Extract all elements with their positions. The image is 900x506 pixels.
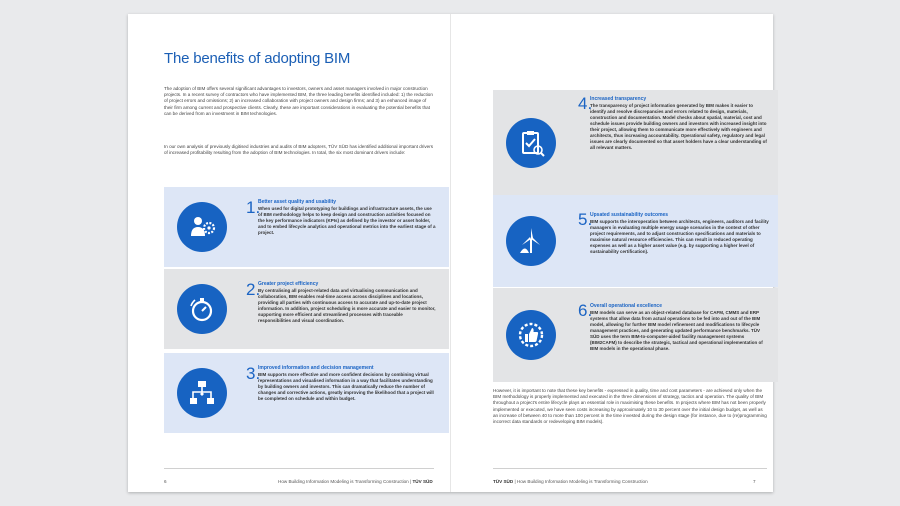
benefit-number: 3.	[246, 364, 261, 383]
benefit-card-4	[493, 90, 778, 198]
benefit-title: Better asset quality and usability	[258, 199, 337, 205]
analysis-paragraph: In our own analysis of previously digitised industries and audits of BIM adopters, TÜV SÜD has identified additional important drivers of increased profitability resulting from the adoption of BIM technologies. In total, the six most dominant drivers include:	[164, 144, 434, 156]
intro-paragraph: The adoption of BIM offers several significant advantages to investors, owners and asset managers involved in major construction projects. In a recent survey of contractors who have implemented BIM, the three leading benefits identified included: 1) the reduction of project errors and omissions; 2) an increased collaboration with project owners and design firms; and 3) an enhanced image of their firm among current and prospective clients. Clearly, these are important considerations in evaluating the potential benefits that can be derived from an investment in BIM technologies.	[164, 86, 433, 116]
benefit-body: The transparency of project information generated by BIM makes it easier to identify and resolve discrepancies and errors related to design, materials, construction and documentation. Model checks about spatial, material, cost and schedule issues provide building owners and investors with increased insight into their project, allowing them to communicate more effectively with engineers and architects, thus increasing accountability. Operational safety, regulatory and legal issues are clearly documented so that asset holders have a clear understanding of all relevant matters.	[590, 103, 767, 150]
closing-paragraph: However, it is important to note that these key benefits - expressed in quality, time and cost parameters - are achieved only when the BIM methodology is properly implemented and executed in the three dimensions of strategy, tactics and operation. The quality of BIM throughout a project's entire lifecycle plays an essential role in maximising these benefits. In projects where BIM has not been properly implemented or executed, we have seen costs increasing by approximately 10 to 30 percent over the initial design budget, as well as an increase of between 40 to more than 100 percent in the time invested during the design stage (for instance, due to (re)programming incorrect data standards or redeveloping BIM models).	[493, 388, 767, 425]
thumbs-up-gear-icon	[506, 310, 556, 360]
benefit-card-5	[493, 195, 778, 287]
flowchart-icon	[177, 368, 227, 418]
left-page	[128, 14, 450, 492]
benefit-title: Greater project efficiency	[258, 281, 319, 287]
footer-text: How Building Information Modeling is Transforming Construction	[278, 479, 409, 484]
benefit-card-6	[493, 288, 778, 382]
engineer-gear-icon	[177, 202, 227, 252]
benefit-card-1	[164, 187, 449, 267]
right-page	[451, 14, 773, 492]
footer: How Building Information Modeling is Transforming Construction | TÜV SÜD	[278, 479, 433, 484]
benefit-title: Increased transparency	[590, 96, 647, 102]
brochure-spread	[128, 14, 773, 492]
benefit-body: BIM models can serve as an object-related database for CAFM, CMMS and ERP systems that allow data from actual operations to be fed into and out of the BIM model, allowing for further BIM model refinement and modifications to lifecycle management practices, and generating updated performance benchmarks. TÜV SÜD uses the term BIM-to-computer-aided facility management systems (BIM2CAFM) to describe the strategic, tactical and operational implementation of BIM models in the operational phase.	[590, 310, 763, 351]
footer: TÜV SÜD | How Building Information Modeling is Transforming Construction	[493, 479, 648, 484]
footer-divider	[164, 468, 434, 469]
footer-brand: TÜV SÜD	[493, 479, 514, 484]
benefit-body: BIM supports the interoperation between architects, engineers, auditors and facility managers in evaluating multiple energy usage scenarios in the context of other project requirements, and to adjust construction specifications and materials to maximise natural resource efficiencies. This can result in reduced operating expenses as well as a higher asset value (e.g. by supporting a higher level of sustainability certification).	[590, 219, 769, 254]
benefit-title: Improved information and decision management	[258, 365, 374, 371]
benefit-body: When used for digital prototyping for buildings and infrastructure assets, the use of BIM methodology helps to keep design and construction activities focused on the key performance indicators (KPIs) as defined by the investor or asset holder, and to embed lifecycle analytics and operational metrics into the earliest stage of a project.	[258, 206, 436, 235]
benefit-card-3	[164, 353, 449, 433]
benefit-number: 1.	[246, 198, 261, 217]
benefit-body: By centralising all project-related data and virtualising communication and collaboration, BIM enables real-time access across disciplines and locations, providing all parties with continuous access to accurate and up-to-date project information. In addition, project scheduling is more accurate and easier to monitor, supporting more efficient and streamlined processes with traceable responsibilities and visual coordination.	[258, 288, 436, 323]
footer-brand: TÜV SÜD	[412, 479, 433, 484]
footer-text: How Building Information Modeling is Transforming Construction	[516, 479, 648, 484]
benefit-number: 5.	[578, 210, 593, 229]
stopwatch-icon	[177, 284, 227, 334]
benefit-body: BIM supports more effective and more confident decisions by combining virtual representations and visualised information in a way that facilitates understanding by building owners and investors. This can dramatically reduce the number of changes and corrective actions, greatly improving the likelihood that a project will be completed on schedule and within budget.	[258, 372, 434, 401]
page-title: The benefits of adopting BIM	[164, 50, 351, 67]
benefit-number: 2.	[246, 280, 261, 299]
wind-turbine-icon	[506, 216, 556, 266]
footer-divider	[493, 468, 767, 469]
benefit-number: 6.	[578, 301, 593, 320]
benefit-title: Overall operational excellence	[590, 303, 662, 309]
benefit-title: Upsated sustainability outcomes	[590, 212, 669, 218]
clipboard-check-icon	[506, 118, 556, 168]
benefit-number: 4.	[578, 94, 593, 113]
footer-page-number: 6	[164, 479, 167, 484]
footer-page-number: 7	[753, 479, 756, 484]
benefit-card-2	[164, 269, 449, 349]
